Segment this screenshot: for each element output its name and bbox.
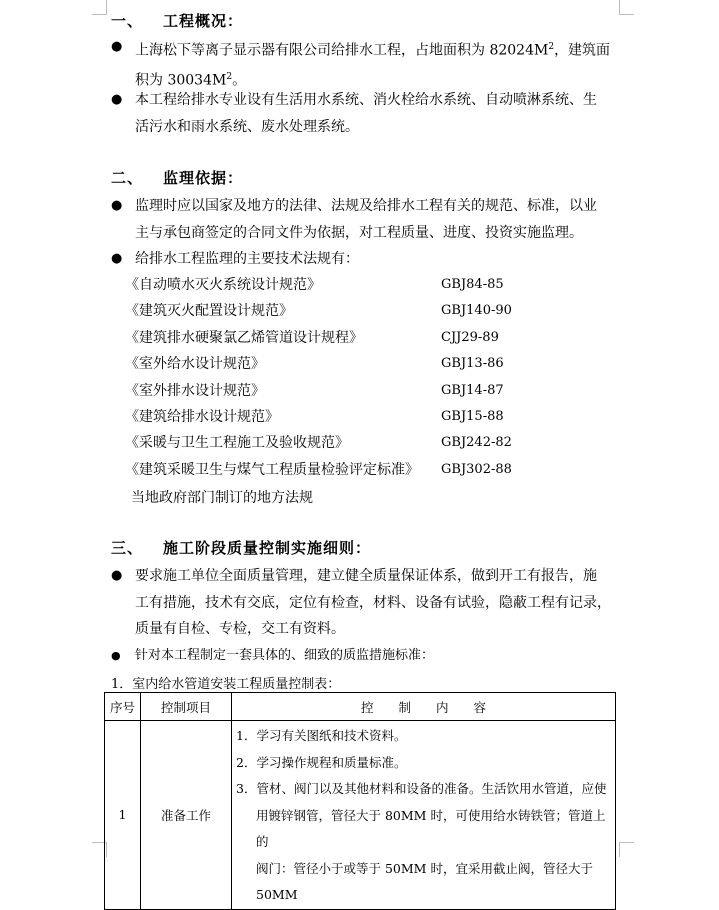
regulation-row: 《室外给水设计规范》 GBJ13-86	[125, 356, 504, 372]
section-title: 监理依据：	[163, 169, 244, 187]
page-corner-mark	[619, 842, 634, 857]
regulation-row: 《自动喷水灭火系统设计规范》 GBJ84-85	[125, 277, 504, 293]
page-corner-mark	[619, 0, 634, 15]
regulation-row: 《建筑排水硬聚氯乙烯管道设计规程》 CJJ29-89	[125, 330, 499, 346]
bullet-paragraph	[111, 34, 621, 94]
table-header-row	[105, 693, 616, 721]
regulation-row: 《建筑采暖卫生与煤气工程质量检验评定标准》 GBJ302-88	[125, 462, 512, 478]
quality-control-table	[104, 692, 616, 910]
cell-content	[232, 721, 616, 910]
content-line: 用镀锌钢管，管径大于 80MM 时，可使用给水铸铁管；管道上的	[256, 807, 606, 849]
section-2-heading	[111, 167, 243, 188]
local-regulations-line: 当地政府部门制订的地方法规	[131, 490, 313, 506]
content-line: 3．管材、阀门以及其他材料和设备的准备。生活饮用水管道，应使	[236, 781, 607, 796]
regulation-row: 《建筑灭火配置设计规范》 GBJ140-90	[125, 303, 512, 319]
paragraph-text: 针对本工程制定一套具体的、细致的质监措施标准：	[135, 648, 435, 663]
bullet-icon: ●	[111, 198, 123, 213]
column-header-seq: 序号	[105, 693, 141, 721]
bullet-paragraph	[111, 193, 621, 246]
bullet-paragraph	[111, 563, 621, 643]
section-number: 二、	[111, 169, 144, 187]
section-number: 三、	[111, 539, 144, 557]
bullet-icon: ●	[111, 251, 123, 266]
bullet-paragraph	[111, 246, 621, 273]
column-header-item: 控制项目	[141, 693, 232, 721]
paragraph-text: 给排水工程监理的主要技术法规有：	[135, 251, 359, 267]
paragraph-text: 监理时应以国家及地方的法律、法规及给排水工程有关的规范、标准，以业 主与承包商签定的合同文件为依据，对工程质量、进度、投资实施监理。	[135, 198, 597, 241]
paragraph-text: 上海松下等离子显示器有限公司给排水工程，占地面积为 $82024M^2$，建筑面 积为 $30034M^2$。	[135, 42, 611, 89]
section-3-heading	[111, 537, 371, 558]
section-1-heading	[111, 10, 243, 31]
section-title: 工程概况：	[163, 12, 244, 30]
regulation-row: 《室外排水设计规范》 GBJ14-87	[125, 383, 504, 399]
page-corner-mark	[92, 0, 107, 15]
cell-item: 准备工作	[141, 721, 232, 910]
bullet-paragraph	[111, 87, 621, 140]
paragraph-text: 本工程给排水专业设有生活用水系统、消火栓给水系统、自动喷淋系统、生 活污水和雨水系统、废水处理系统。	[135, 92, 597, 135]
cell-seq: 1	[105, 721, 141, 910]
regulation-row: 《采暖与卫生工程施工及验收规范》 GBJ242-82	[125, 435, 512, 451]
paragraph-text: 要求施工单位全面质量管理，建立健全质量保证体系，做到开工有报告，施 工有措施，技术有交底，定位有检查，材料、设备有试验，隐蔽工程有记录， 质量有自检、专检，交工有资料。	[135, 568, 611, 637]
bullet-icon: ●	[111, 92, 123, 107]
bullet-paragraph	[111, 643, 621, 670]
bullet-icon: ●	[111, 568, 123, 583]
section-number: 一、	[111, 12, 144, 30]
section-title: 施工阶段质量控制实施细则：	[163, 539, 372, 557]
regulation-row: 《建筑给排水设计规范》 GBJ15-88	[125, 409, 504, 425]
bullet-icon: ●	[111, 649, 121, 662]
content-line: 2．学习操作规程和质量标准。	[236, 754, 407, 770]
table-row	[105, 721, 616, 910]
table-caption: 1．室内给水管道安装工程质量控制表：	[111, 677, 341, 692]
content-line: 阀门：管径小于或等于 50MM 时，宜采用截止阀，管径大于 50MM	[256, 860, 593, 902]
column-header-content: 控 制 内 容	[232, 693, 616, 721]
bullet-icon: ●	[111, 39, 123, 54]
content-line: 1．学习有关图纸和技术资料。	[236, 728, 407, 743]
